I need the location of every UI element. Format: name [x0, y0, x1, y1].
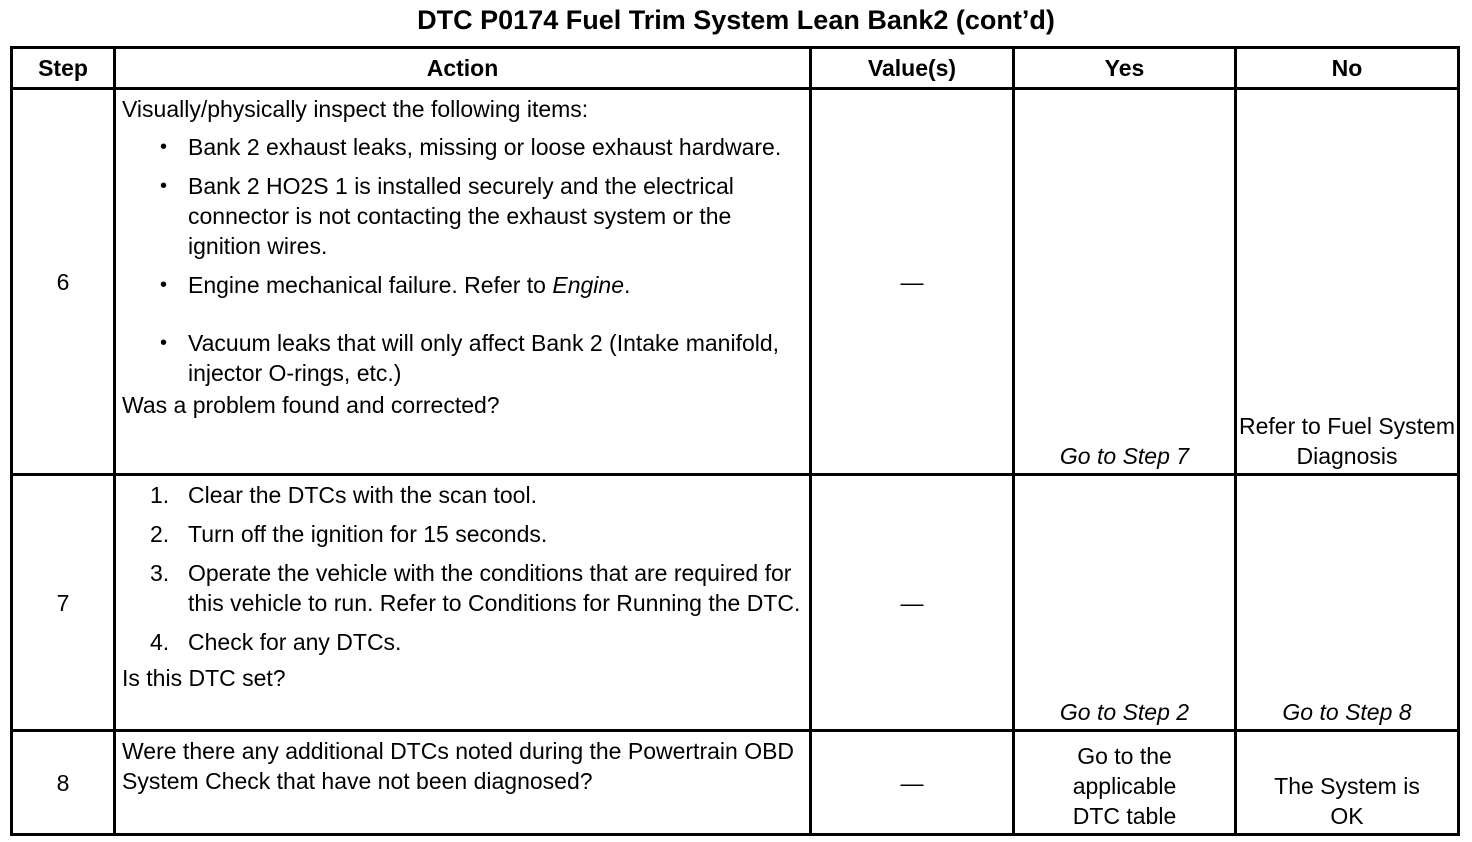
header-action: Action: [115, 48, 811, 89]
no-cell: Go to Step 8: [1236, 475, 1459, 731]
list-item: • Bank 2 HO2S 1 is installed securely and the electrical connector is not contacting the exhaust system or the ignition wires.: [122, 171, 803, 261]
action-cell: [115, 731, 811, 835]
action-question: Was a problem found and corrected?: [122, 392, 500, 418]
page-title: DTC P0174 Fuel Trim System Lean Bank2 (cont’d): [417, 5, 1055, 35]
yes-cell: Go to the applicable DTC table: [1014, 731, 1236, 835]
value-cell: [811, 89, 1014, 475]
header-yes: Yes: [1014, 48, 1236, 89]
table-row: [12, 731, 1459, 835]
step-number: 6: [12, 89, 115, 475]
item-text: Check for any DTCs.: [188, 629, 402, 655]
item-text: Turn off the ignition for 15 seconds.: [188, 521, 548, 547]
list-item: [122, 270, 803, 300]
action-question: Is this DTC set?: [122, 665, 286, 691]
header-no: No: [1236, 48, 1459, 89]
item-text: Operate the vehicle with the conditions that are required for this vehicle to run. Refer to Conditions for Running the DTC.: [188, 560, 801, 616]
item-number: 3.: [150, 560, 170, 586]
header-values: Value(s): [811, 48, 1014, 89]
item-number: 1.: [150, 482, 170, 508]
list-item: [122, 558, 803, 618]
value-text: —: [900, 268, 924, 295]
yes-cell: Go to Step 2: [1014, 475, 1236, 731]
header-row: [12, 48, 1459, 89]
item-number: 4.: [150, 629, 170, 655]
list-item: [122, 627, 803, 657]
yes-cell: Go to Step 7: [1014, 89, 1236, 475]
engine-reference: Engine: [552, 272, 624, 298]
item-text: Clear the DTCs with the scan tool.: [188, 482, 537, 508]
list-item-end: .: [624, 272, 631, 298]
value-cell: [811, 475, 1014, 731]
value-text: —: [900, 769, 924, 796]
list-item: • Bank 2 exhaust leaks, missing or loose exhaust hardware.: [122, 132, 803, 162]
list-item: • Vacuum leaks that will only affect Bank 2 (Intake manifold, injector O-rings, etc.): [122, 328, 803, 388]
header-step: Step: [12, 48, 115, 89]
value-cell: [811, 731, 1014, 835]
action-cell: [115, 89, 811, 475]
value-text: —: [900, 589, 924, 616]
step-number: 8: [12, 731, 115, 835]
table-row: [12, 475, 1459, 731]
list-item: [122, 519, 803, 549]
action-cell: [115, 475, 811, 731]
dtc-table: [10, 46, 1460, 836]
no-cell: The System is OK: [1236, 731, 1459, 835]
action-question: Were there any additional DTCs noted during the Powertrain OBD System Check that have not been diagnosed?: [122, 738, 795, 794]
no-cell: Refer to Fuel System Diagnosis: [1236, 89, 1459, 475]
inspection-list: [122, 132, 803, 388]
procedure-list: [122, 480, 803, 657]
list-item: [122, 480, 803, 510]
item-number: 2.: [150, 521, 170, 547]
table-row: [12, 89, 1459, 475]
step-number: 7: [12, 475, 115, 731]
list-item-text: Engine mechanical failure. Refer to: [188, 272, 553, 298]
action-intro: Visually/physically inspect the following items:: [122, 96, 589, 122]
